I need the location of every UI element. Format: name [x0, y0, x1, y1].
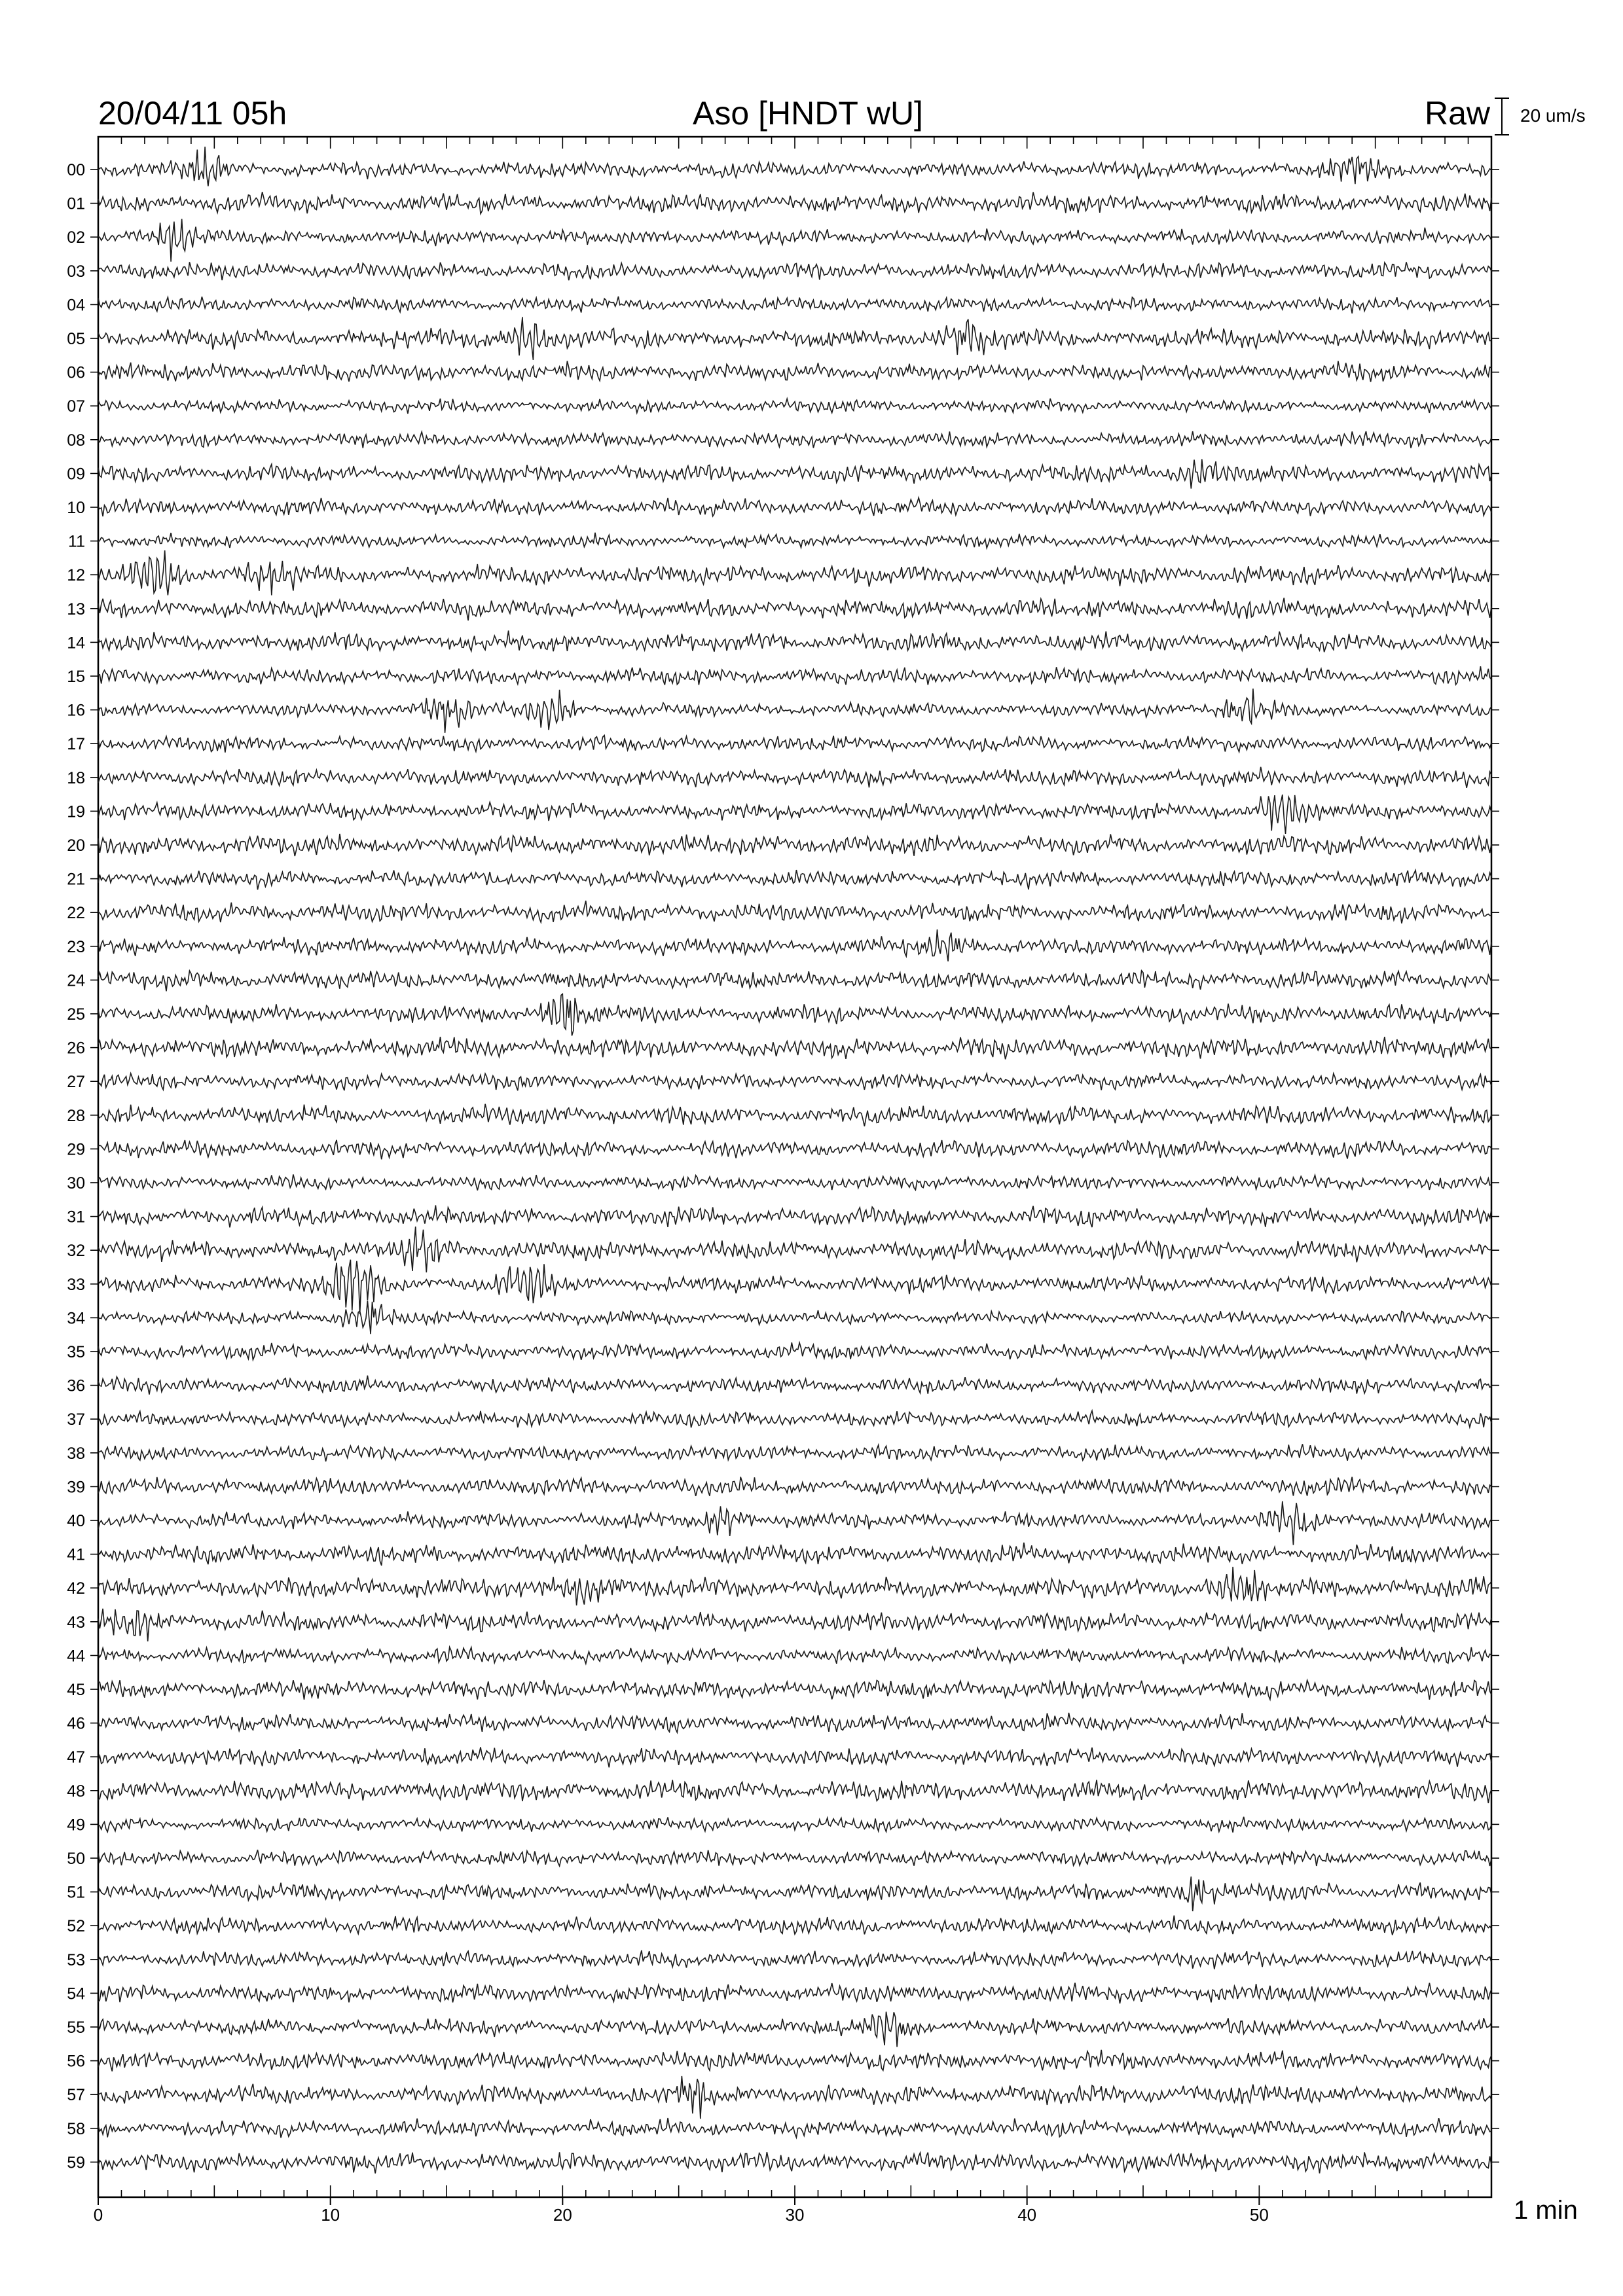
trace-line: [98, 1501, 1491, 1545]
row-label: 34: [67, 1309, 85, 1328]
trace-line: [98, 2050, 1491, 2072]
trace-line: [98, 971, 1491, 991]
row-label: 59: [67, 2153, 85, 2172]
trace-line: [98, 317, 1491, 360]
row-label: 38: [67, 1444, 85, 1463]
x-tick-labels: [94, 2205, 1269, 2225]
trace-line: [98, 361, 1491, 382]
row-label: 52: [67, 1917, 85, 1936]
row-label: 30: [67, 1174, 85, 1193]
x-tick-label: 50: [1249, 2205, 1269, 2225]
trace-line: [98, 1376, 1491, 1395]
row-label: 08: [67, 431, 85, 450]
row-label: 31: [67, 1208, 85, 1227]
row-label: 27: [67, 1073, 85, 1092]
row-label: 58: [67, 2119, 85, 2138]
trace-line: [98, 1713, 1491, 1732]
row-label: 54: [67, 1984, 85, 2003]
trace-line: [98, 2076, 1491, 2119]
trace-line: [98, 834, 1491, 856]
trace-line: [98, 1037, 1491, 1059]
trace-line: [98, 219, 1491, 262]
row-label: 55: [67, 2018, 85, 2037]
trace-line: [98, 901, 1491, 924]
row-label: 23: [67, 937, 85, 956]
x-tick-label: 20: [553, 2205, 572, 2225]
row-label: 24: [67, 971, 85, 990]
trace-line: [98, 459, 1491, 489]
trace-line: [98, 431, 1491, 448]
trace-line: [98, 795, 1491, 834]
trace-line: [98, 2152, 1491, 2174]
x-tick-label: 30: [785, 2205, 805, 2225]
trace-line: [98, 399, 1491, 414]
row-label: 41: [67, 1545, 85, 1564]
row-label: 26: [67, 1039, 85, 1058]
trace-line: [98, 1567, 1491, 1605]
row-label: 44: [67, 1647, 85, 1666]
trace-line: [98, 1444, 1491, 1461]
row-label: 14: [67, 634, 85, 653]
row-label: 25: [67, 1005, 85, 1024]
row-label: 17: [67, 735, 85, 754]
amplitude-scale-label: 20 um/s: [1520, 105, 1586, 126]
row-label: 05: [67, 330, 85, 348]
trace-line: [98, 296, 1491, 314]
row-label: 29: [67, 1140, 85, 1159]
row-label: 56: [67, 2052, 85, 2071]
row-label: 21: [67, 870, 85, 889]
trace-line: [98, 689, 1491, 733]
trace-line: [98, 1916, 1491, 1935]
header-station: Aso [HNDT wU]: [693, 95, 923, 132]
row-labels: [67, 161, 85, 2172]
row-label: 07: [67, 397, 85, 416]
row-label: 11: [68, 532, 85, 551]
trace-line: [98, 1174, 1491, 1191]
header-datetime: 20/04/11 05h: [98, 95, 287, 132]
row-label: 06: [67, 363, 85, 382]
row-label: 03: [67, 262, 85, 281]
row-label: 47: [67, 1748, 85, 1767]
row-label: 49: [67, 1816, 85, 1835]
trace-line: [98, 1780, 1491, 1804]
trace-line: [98, 736, 1491, 753]
trace-line: [98, 1140, 1491, 1160]
trace-line: [98, 1227, 1491, 1272]
trace-line: [98, 598, 1491, 621]
trace-line: [98, 1950, 1491, 1969]
major-ticks: [98, 2197, 1259, 2205]
row-label: 00: [67, 161, 85, 179]
row-label: 20: [67, 836, 85, 855]
trace-line: [98, 1876, 1491, 1911]
row-label: 35: [67, 1343, 85, 1361]
traces: [98, 147, 1491, 2173]
row-label: 36: [67, 1376, 85, 1395]
row-label: 45: [67, 1681, 85, 1699]
row-label: 18: [67, 768, 85, 787]
row-label: 01: [67, 194, 85, 213]
trace-line: [98, 1342, 1491, 1360]
row-label: 13: [67, 600, 85, 619]
trace-line: [98, 767, 1491, 788]
trace-line: [98, 1411, 1491, 1428]
row-label: 50: [67, 1850, 85, 1868]
trace-line: [98, 1477, 1491, 1496]
trace-line: [98, 1609, 1491, 1641]
trace-line: [98, 1850, 1491, 1866]
row-label: 37: [67, 1410, 85, 1429]
row-label: 42: [67, 1579, 85, 1598]
trace-line: [98, 2118, 1491, 2138]
trace-line: [98, 994, 1491, 1036]
x-tick-label: 10: [321, 2205, 340, 2225]
row-label: 46: [67, 1714, 85, 1733]
trace-line: [98, 1260, 1491, 1314]
row-label: 02: [67, 228, 85, 247]
trace-line: [98, 1206, 1491, 1228]
trace-line: [98, 1983, 1491, 2004]
trace-line: [98, 1680, 1491, 1700]
row-label: 12: [67, 566, 85, 585]
row-label: 40: [67, 1512, 85, 1530]
trace-line: [98, 192, 1491, 214]
row-label: 43: [67, 1613, 85, 1632]
trace-line: [98, 2012, 1491, 2047]
header-mode: Raw: [1424, 95, 1490, 132]
x-axis-label: 1 min: [1514, 2196, 1578, 2225]
row-label: 04: [67, 296, 85, 315]
trace-line: [98, 550, 1491, 596]
row-label: 19: [67, 802, 85, 821]
trace-line: [98, 1300, 1491, 1334]
trace-line: [98, 497, 1491, 516]
trace-line: [98, 1543, 1491, 1566]
row-label: 10: [67, 499, 85, 517]
row-label: 33: [67, 1275, 85, 1294]
trace-line: [98, 1073, 1491, 1090]
row-label: 16: [67, 701, 85, 720]
trace-line: [98, 870, 1491, 889]
x-tick-label: 0: [93, 2205, 103, 2225]
trace-line: [98, 147, 1491, 186]
trace-line: [98, 1817, 1491, 1833]
trace-line: [98, 262, 1491, 280]
row-label: 48: [67, 1782, 85, 1801]
row-label: 39: [67, 1478, 85, 1497]
row-label: 15: [67, 668, 85, 686]
row-label: 53: [67, 1950, 85, 1969]
row-label: 09: [67, 465, 85, 484]
amplitude-scale-bar: [1495, 98, 1509, 135]
row-label: 28: [67, 1106, 85, 1125]
trace-line: [98, 1104, 1491, 1126]
x-tick-label: 40: [1017, 2205, 1037, 2225]
row-label: 22: [67, 904, 85, 923]
row-label: 51: [67, 1883, 85, 1902]
trace-line: [98, 533, 1491, 548]
trace-line: [98, 1647, 1491, 1664]
trace-line: [98, 929, 1491, 961]
trace-line: [98, 631, 1491, 653]
trace-line: [98, 666, 1491, 685]
trace-line: [98, 1747, 1491, 1767]
row-label: 32: [67, 1242, 85, 1261]
row-label: 57: [67, 2086, 85, 2105]
